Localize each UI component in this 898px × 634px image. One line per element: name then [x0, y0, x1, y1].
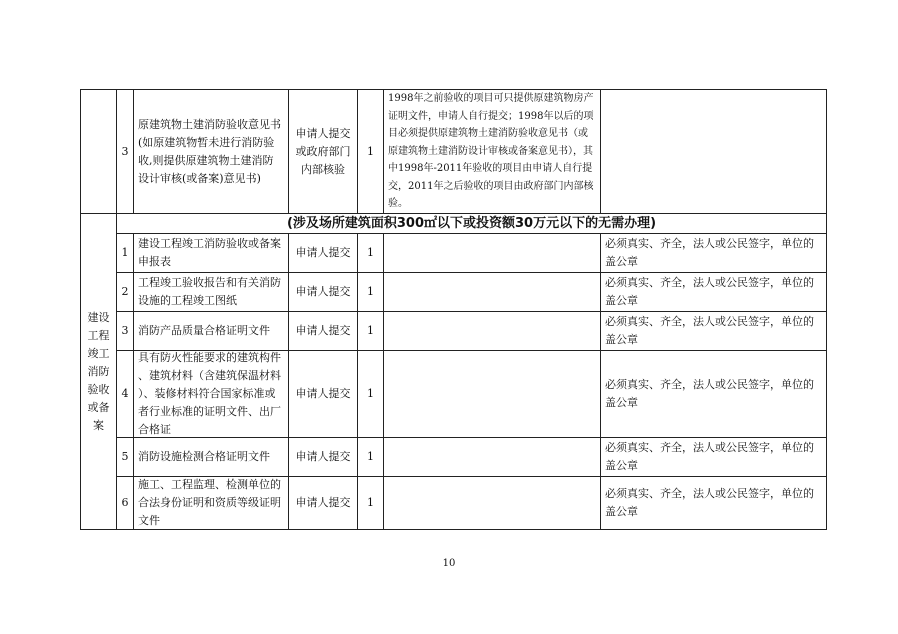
copy-count-text: 1 [367, 387, 374, 400]
row-number-text: 5 [121, 450, 129, 463]
material-note [383, 350, 601, 438]
material-requirement-text: 必须真实、齐全，法人或公民签字，单位的盖公章 [605, 315, 814, 346]
material-note [383, 437, 601, 477]
row-number [116, 272, 134, 312]
section-header [116, 213, 827, 234]
material-name-text: 建设工程竣工消防验收或备案申报表 [138, 237, 281, 268]
material-requirement-text: 必须真实、齐全，法人或公民签字，单位的盖公章 [605, 378, 814, 409]
material-requirement-text: 必须真实、齐全，法人或公民签字，单位的盖公章 [605, 487, 814, 518]
copy-count-text: 1 [367, 144, 374, 158]
row-number-text: 3 [121, 324, 129, 337]
material-name-text: 消防设施检测合格证明文件 [138, 450, 270, 463]
material-note [383, 233, 601, 273]
material-source-text: 申请人提交 [295, 387, 351, 400]
row-number-text: 1 [121, 246, 129, 259]
row-number [116, 350, 134, 438]
material-name [133, 272, 289, 312]
material-source-text: 申请人提交 [295, 285, 351, 298]
row-number [116, 233, 134, 273]
material-source [288, 437, 358, 477]
copy-count [357, 233, 384, 273]
material-requirement [600, 311, 827, 351]
copy-count [357, 272, 384, 312]
page-number: 10 [442, 558, 456, 569]
category-cell [80, 89, 117, 214]
material-source-text: 申请人提交 [295, 450, 351, 463]
material-source-text: 申请人提交或政府部门内部核验 [295, 126, 351, 176]
row-number-text: 4 [121, 387, 129, 400]
copy-count-text: 1 [367, 450, 374, 463]
material-source [288, 311, 358, 351]
row-number-text: 2 [121, 285, 129, 298]
section-header-text: (涉及场所建筑面积300㎡以下或投资额30万元以下的无需办理) [286, 216, 657, 231]
material-requirement [600, 233, 827, 273]
material-requirement-text: 必须真实、齐全，法人或公民签字，单位的盖公章 [605, 237, 814, 268]
material-name [133, 89, 289, 214]
material-source [288, 272, 358, 312]
material-name [133, 437, 289, 477]
material-source [288, 476, 358, 530]
material-name-text: 工程竣工验收报告和有关消防设施的工程竣工图纸 [138, 276, 281, 307]
row-number-text: 3 [121, 144, 129, 158]
material-name [133, 233, 289, 273]
material-requirement-text: 必须真实、齐全，法人或公民签字，单位的盖公章 [605, 276, 814, 307]
material-note [383, 311, 601, 351]
material-requirement [600, 350, 827, 438]
material-note-text: 1998年之前验收的项目可只提供原建筑物房产证明文件，申请人自行提交；1998年以后的项目必须提供原建筑物土建消防验收意见书（或原建筑物土建消防设计审核或备案意见书），其中1998年-2011年验收的项目由申请人自行提交，2011年之后验收的项目由政府部门内部核验。 [388, 93, 594, 210]
copy-count-text: 1 [367, 324, 374, 337]
row-number [116, 437, 134, 477]
material-requirement-text: 必须真实、齐全，法人或公民签字，单位的盖公章 [605, 441, 814, 472]
material-source [288, 233, 358, 273]
material-requirement [600, 437, 827, 477]
copy-count [357, 350, 384, 438]
material-requirement [600, 476, 827, 530]
material-name-text: 消防产品质量合格证明文件 [138, 324, 270, 337]
copy-count-text: 1 [367, 496, 374, 509]
material-name [133, 311, 289, 351]
material-note [383, 272, 601, 312]
material-name [133, 350, 289, 438]
copy-count [357, 311, 384, 351]
row-number-text: 6 [121, 496, 129, 509]
material-source-text: 申请人提交 [295, 246, 351, 259]
row-number [116, 89, 134, 214]
copy-count [357, 89, 384, 214]
section-name-text: 建设工程竣工消防验收或备案 [87, 310, 110, 432]
material-source [288, 89, 358, 214]
material-source-text: 申请人提交 [295, 324, 351, 337]
row-number [116, 476, 134, 530]
material-source [288, 350, 358, 438]
material-requirement [600, 272, 827, 312]
material-requirement [600, 89, 827, 214]
material-name-text: 具有防火性能要求的建筑构件、建筑材料（含建筑保温材料）、装修材料符合国家标准或者行业标准的证明文件、出厂合格证 [138, 351, 281, 436]
copy-count [357, 476, 384, 530]
material-name [133, 476, 289, 530]
copy-count-text: 1 [367, 285, 374, 298]
material-source-text: 申请人提交 [295, 496, 351, 509]
copy-count-text: 1 [367, 246, 374, 259]
material-name-text: 施工、工程监理、检测单位的合法身份证明和资质等级证明文件 [138, 478, 281, 527]
row-number [116, 311, 134, 351]
material-note [383, 89, 601, 214]
section-name [80, 213, 117, 530]
copy-count [357, 437, 384, 477]
material-note [383, 476, 601, 530]
material-name-text: 原建筑物土建消防验收意见书(如原建筑物暂未进行消防验收,则提供原建筑物土建消防设计审核(或备案)意见书) [138, 117, 281, 185]
